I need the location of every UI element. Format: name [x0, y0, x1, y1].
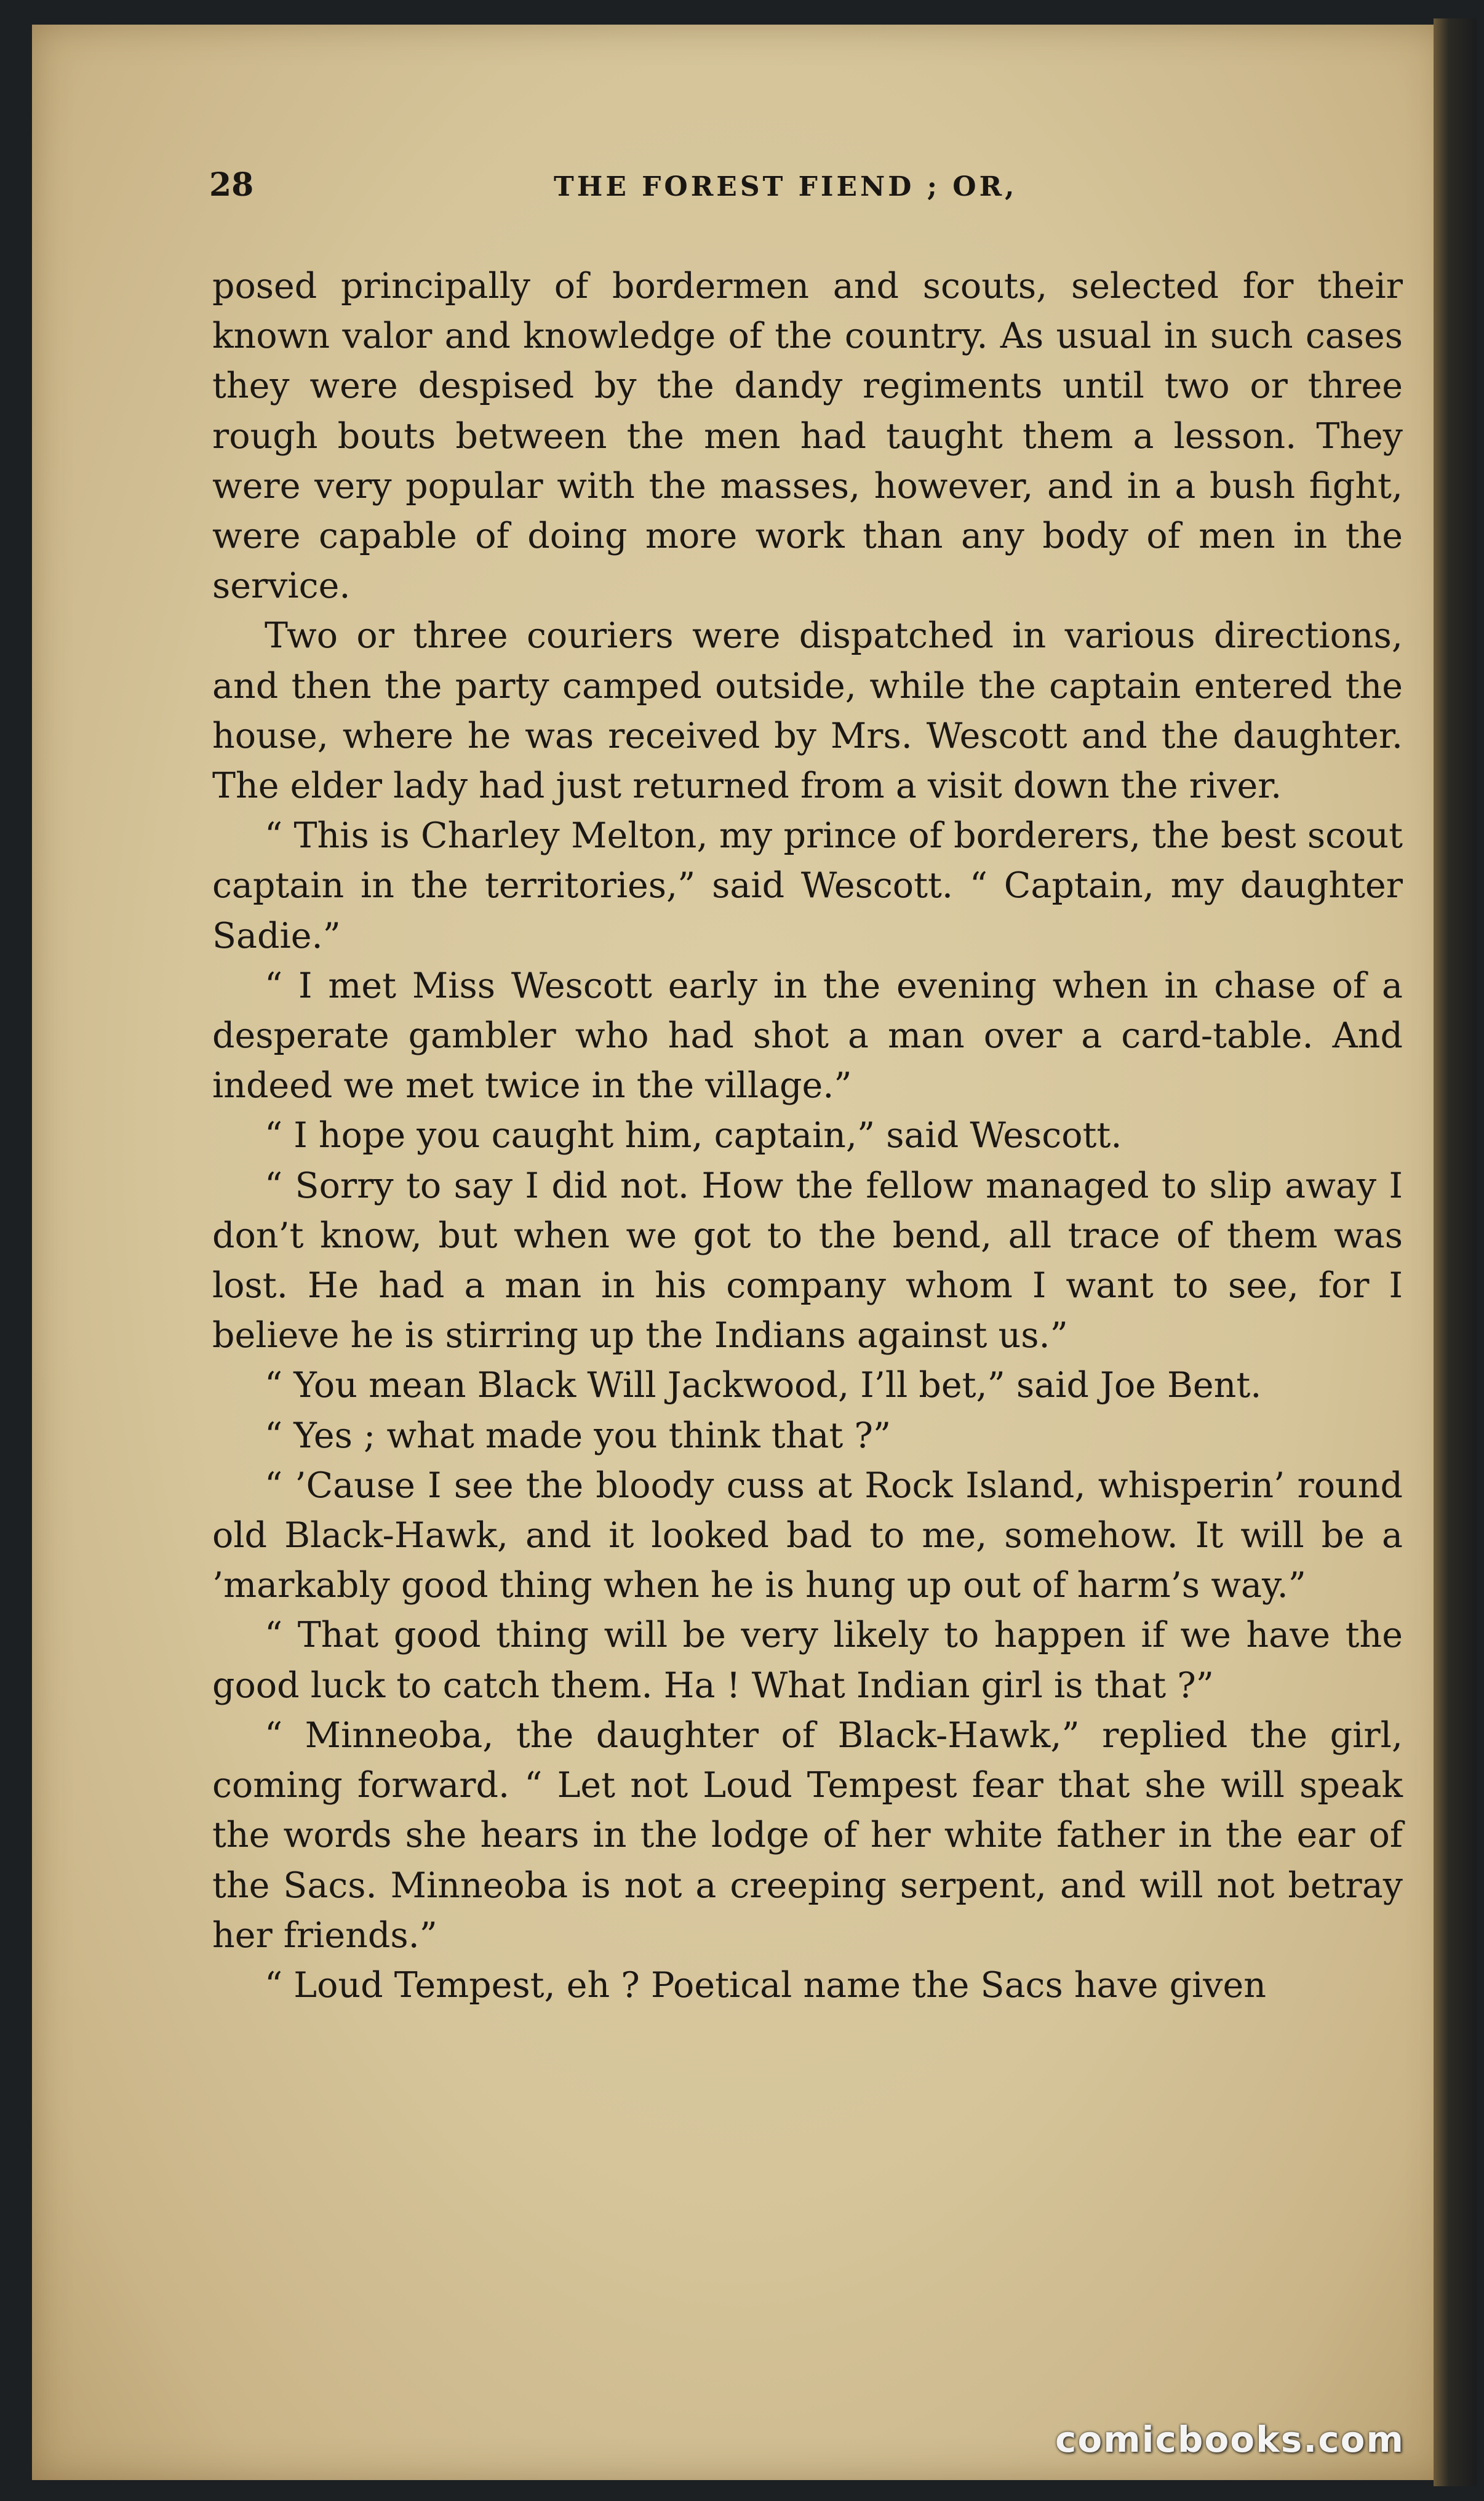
- page-number: 28: [209, 166, 254, 204]
- page-header: [209, 166, 1403, 215]
- paragraph: posed principally of bordermen and scouts, selected for their known valor and knowledge of the country. As usual in such cases they were despised by the dandy regiments until two or three rough bouts between the men had taught them a lesson. They were very popular with the masses, however, and in a bush fight, were capable of doing more work than any body of men in the service.: [212, 266, 1403, 607]
- watermark: comicbooks.com: [1055, 2419, 1405, 2460]
- paragraph: “ ’Cause I see the bloody cuss at Rock Island, whisperin’ round old Black-Hawk, and it looked bad to me, somehow. It will be a ’markably good thing when he is hung up out of harm’s way.”: [212, 1465, 1403, 1606]
- paragraph: Two or three couriers were dispatched in various directions, and then the party camped outside, while the captain entered the house, where he was received by Mrs. Wescott and the daughter. The elder lady had just returned from a visit down the river.: [212, 615, 1403, 807]
- paragraph: “ That good thing will be very likely to happen if we have the good luck to catch them. Ha ! What Indian girl is that ?”: [212, 1615, 1403, 1706]
- paragraph: “ I met Miss Wescott early in the evening when in chase of a desperate gambler who had shot a man over a card-table. And indeed we met twice in the village.”: [212, 965, 1403, 1106]
- paragraph: “ This is Charley Melton, my prince of borderers, the best scout captain in the territories,” said Wescott. “ Captain, my daughter Sadie.”: [212, 815, 1403, 956]
- paragraph: “ Loud Tempest, eh ? Poetical name the Sacs have given: [265, 1964, 1266, 2006]
- running-head: THE FOREST FIEND ; OR,: [554, 171, 1018, 202]
- paragraph: “ Yes ; what made you think that ?”: [265, 1415, 892, 1456]
- paragraph: “ Minneoba, the daughter of Black-Hawk,” replied the girl, coming forward. “ Let not Loud Tempest fear that she will speak the words she hears in the lodge of her white father in the ear of the Sacs. Minneoba is not a creeping serpent, and will not betray her friends.”: [212, 1715, 1403, 1956]
- body-text: [212, 262, 1403, 2011]
- page-edge-shadow: [1434, 18, 1477, 2486]
- paragraph: “ Sorry to say I did not. How the fellow managed to slip away I don’t know, but when we got to the bend, all trace of them was lost. He had a man in his company whom I want to see, for I believe he is stirring up the Indians against us.”: [212, 1165, 1403, 1356]
- paragraph: “ You mean Black Will Jackwood, I’ll bet,” said Joe Bent.: [265, 1365, 1262, 1406]
- paragraph: “ I hope you caught him, captain,” said Wescott.: [265, 1115, 1122, 1156]
